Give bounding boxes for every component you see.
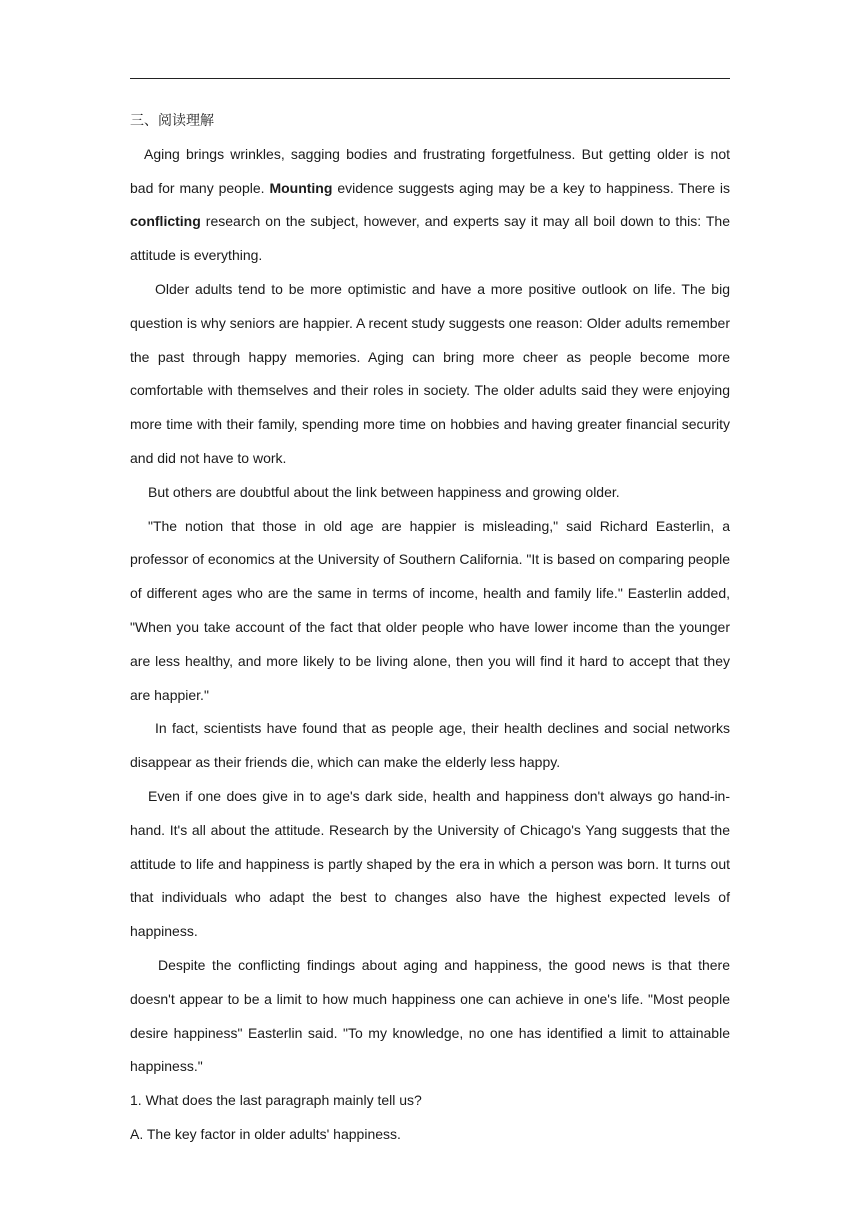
section-title: 三、阅读理解 [130, 112, 214, 128]
bold-word-conflicting: conflicting [130, 213, 201, 230]
bold-word-mounting: Mounting [269, 179, 333, 196]
paragraph-7: Despite the conflicting findings about aging and happiness, the good news is that there doesn't appear to be a limit to how much happiness one can achieve in one's life. "Most people desire happiness" Easterlin said. "To my knowledge, no one has identified a limit to attainable happiness." [130, 956, 730, 1075]
option-a: A. The key factor in older adults' happiness. [130, 1125, 401, 1142]
paragraph-4: "The notion that those in old age are happier is misleading," said Richard Easterlin, a professor of economics at the University of Southern California. "It is based on comparing people of different ages who are the same in terms of income, health and family life." Easterlin added, "When you take account of the fact that older people who have lower income than the younger are less healthy, and more likely to be living alone, then you will find it hard to accept that they are happier." [130, 517, 730, 703]
paragraph-3: But others are doubtful about the link between happiness and growing older. [148, 483, 620, 500]
paragraph-1-part-c: research on the subject, however, and experts say it may all boil down to this: The attitude is everything. [130, 213, 730, 264]
paragraph-1-part-a: Aging brings wrinkles, sagging bodies and frustrating forgetfulness. But getting older is not bad for many people. [130, 145, 730, 196]
document-body [130, 104, 730, 1152]
paragraph-5: In fact, scientists have found that as people age, their health declines and social networks disappear as their friends die, which can make the elderly less happy. [130, 720, 730, 771]
paragraph-2: Older adults tend to be more optimistic and have a more positive outlook on life. The big question is why seniors are happier. A recent study suggests one reason: Older adults remember the past through happy memories. Aging can bring more cheer as people become more comfortable with themselves and their roles in society. The older adults said they were enjoying more time with their family, spending more time on hobbies and having greater financial security and did not have to work. [130, 280, 730, 466]
question-1: 1. What does the last paragraph mainly tell us? [130, 1092, 422, 1109]
paragraph-1-part-b: evidence suggests aging may be a key to happiness. There is [332, 179, 730, 196]
paragraph-1 [130, 138, 730, 273]
header-rule [130, 78, 730, 79]
paragraph-6: Even if one does give in to age's dark side, health and happiness don't always go hand-in-hand. It's all about the attitude. Research by the University of Chicago's Yang suggests that the attitude to life and happiness is partly shaped by the era in which a person was born. It turns out that individuals who adapt the best to changes also have the highest expected levels of happiness. [130, 787, 730, 940]
